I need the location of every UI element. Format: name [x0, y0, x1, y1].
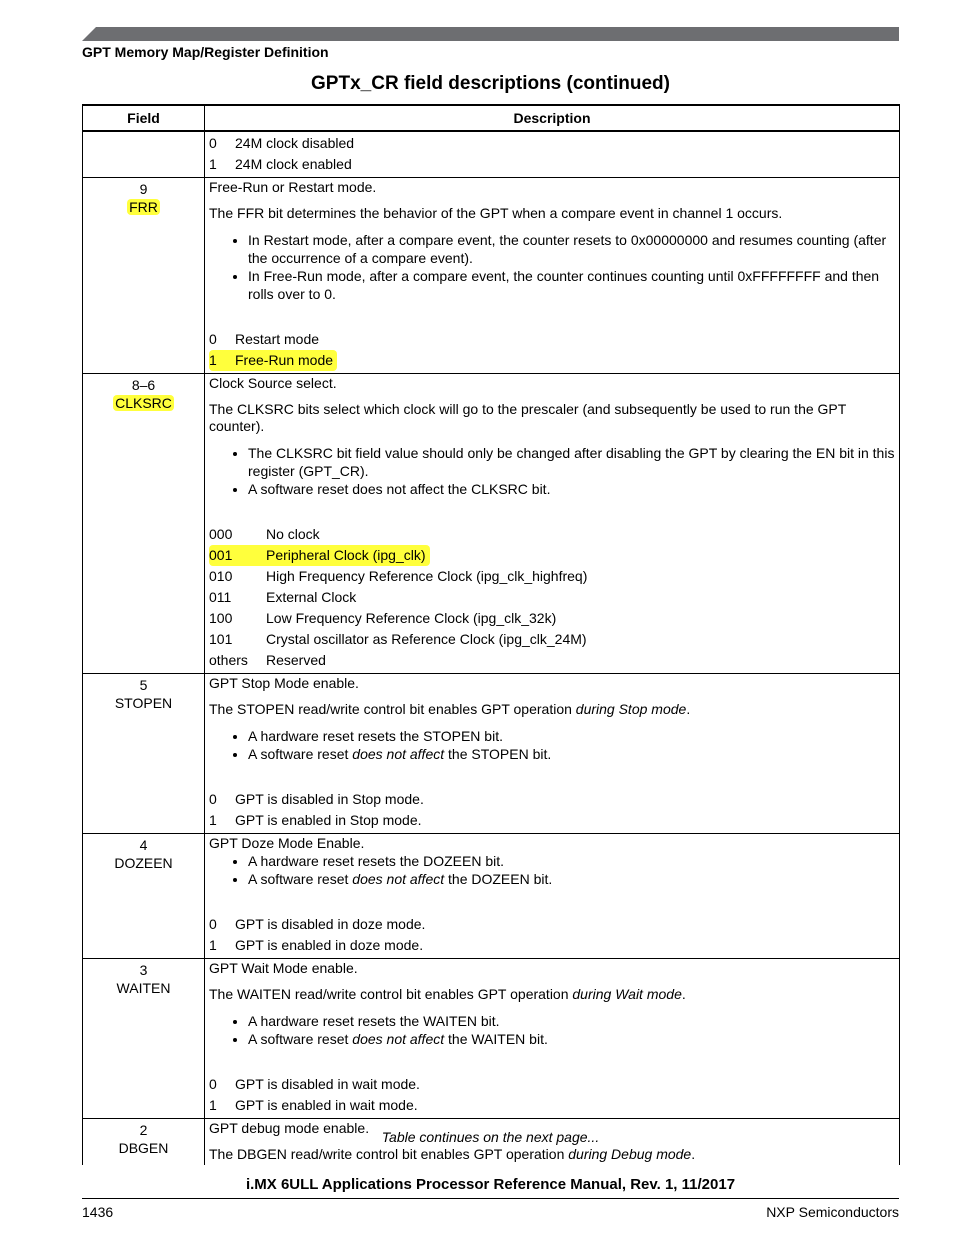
field-descriptions-table: [82, 104, 900, 1165]
value-text: High Frequency Reference Clock (ipg_clk_highfreq): [266, 568, 588, 584]
field-cell: [83, 178, 205, 374]
value-text: Low Frequency Reference Clock (ipg_clk_32k): [266, 610, 557, 626]
field-summary: Clock Source select.: [209, 375, 337, 391]
value-code: 0: [209, 135, 217, 151]
value-text: 24M clock disabled: [235, 135, 355, 151]
value-row: [209, 133, 895, 154]
value-text: GPT is disabled in doze mode.: [235, 916, 426, 932]
page-number: 1436: [82, 1204, 114, 1220]
field-bits: 3: [139, 962, 148, 978]
table-header-row: [83, 105, 900, 131]
value-row: [209, 350, 895, 371]
value-text: No clock: [266, 526, 320, 542]
table-row-frr: [83, 178, 900, 374]
table-continues-note: Table continues on the next page...: [381, 1129, 600, 1145]
header-bar: [82, 27, 899, 41]
field-cell: [83, 374, 205, 674]
value-list: [209, 914, 895, 956]
field-paragraph: The STOPEN read/write control bit enables GPT operation during Stop mode.: [209, 701, 691, 717]
value-code: 0: [209, 1076, 217, 1092]
bullet-item: • A hardware reset resets the WAITEN bit.: [248, 1012, 895, 1030]
field-cell: [83, 674, 205, 834]
column-header-description: Description: [205, 105, 900, 131]
table-row-clksrc: [83, 374, 900, 674]
description-cell: [205, 959, 900, 1119]
field-bits: 8–6: [131, 377, 156, 393]
company-name: NXP Semiconductors: [766, 1204, 899, 1220]
value-text: Crystal oscillator as Reference Clock (ipg_clk_24M): [266, 631, 587, 647]
value-text: GPT is disabled in Stop mode.: [235, 791, 424, 807]
manual-title: i.MX 6ULL Applications Processor Reference Manual, Rev. 1, 11/2017: [245, 1176, 736, 1193]
bullet-item: • A software reset does not affect the DOZEEN bit.: [248, 870, 895, 888]
bullet-item: • In Free-Run mode, after a compare event, the counter continues counting until 0xFFFFFFFF and then rolls over to 0.: [248, 267, 895, 303]
field-bits: 4: [139, 837, 148, 853]
value-text: External Clock: [266, 589, 357, 605]
value-code: 0: [209, 791, 217, 807]
value-list: [209, 329, 895, 371]
bullet-list: [209, 231, 895, 303]
description-cell: [205, 131, 900, 178]
value-code: 0: [209, 331, 217, 347]
field-summary: GPT Wait Mode enable.: [209, 960, 358, 976]
value-list: [209, 1074, 895, 1116]
value-row: [209, 914, 895, 935]
table-row-waiten: [83, 959, 900, 1119]
field-name: WAITEN: [116, 980, 171, 996]
value-text: Reserved: [266, 652, 326, 668]
value-code: 1: [209, 937, 217, 953]
value-row: [209, 810, 895, 831]
field-bits: 5: [139, 677, 148, 693]
value-code: 100: [209, 610, 233, 626]
value-row: [209, 650, 895, 671]
field-summary: Free-Run or Restart mode.: [209, 179, 377, 195]
bullet-item: • A software reset does not affect the WAITEN bit.: [248, 1030, 895, 1048]
field-paragraph: The FFR bit determines the behavior of the GPT when a compare event in channel 1 occurs.: [209, 205, 783, 221]
value-code: 1: [209, 812, 217, 828]
value-row: [209, 329, 895, 350]
value-text-highlighted: Peripheral Clock (ipg_clk): [266, 547, 426, 563]
field-name: DOZEEN: [114, 855, 173, 871]
table-row-stopen: [83, 674, 900, 834]
footer-divider: [82, 1198, 899, 1199]
value-list: [209, 789, 895, 831]
value-text-highlighted: Free-Run mode: [235, 352, 334, 368]
description-cell: [205, 178, 900, 374]
bullet-list: [209, 444, 895, 498]
bullet-list: [209, 727, 895, 763]
table-title: GPTx_CR field descriptions (continued): [311, 73, 670, 94]
value-code: 001: [209, 547, 233, 563]
field-name-highlighted: FRR: [129, 199, 158, 215]
value-text: GPT is enabled in wait mode.: [235, 1097, 418, 1113]
field-name: DBGEN: [118, 1140, 169, 1156]
field-cell: [83, 834, 205, 959]
field-cell: [83, 959, 205, 1119]
bullet-item: • A software reset does not affect the STOPEN bit.: [248, 745, 895, 763]
bullet-list: [209, 1012, 895, 1048]
value-row: [209, 629, 895, 650]
value-row: [209, 608, 895, 629]
value-row: [209, 935, 895, 956]
description-cell: [205, 834, 900, 959]
value-row: [209, 566, 895, 587]
value-code: 101: [209, 631, 233, 647]
field-summary: GPT Stop Mode enable.: [209, 675, 359, 691]
value-row: [209, 524, 895, 545]
value-code: 010: [209, 568, 233, 584]
field-bits: 2: [139, 1122, 148, 1138]
value-row: [209, 1095, 895, 1116]
field-cell: [83, 131, 205, 178]
bullet-item: • The CLKSRC bit field value should only be changed after disabling the GPT by clearing the EN bit in this register (GPT_CR).: [248, 444, 895, 480]
description-cell: [205, 674, 900, 834]
bullet-item: • A hardware reset resets the STOPEN bit.: [248, 727, 895, 745]
description-cell: [205, 374, 900, 674]
value-code: 1: [209, 352, 217, 368]
value-code: 1: [209, 156, 217, 172]
value-text: GPT is enabled in Stop mode.: [235, 812, 422, 828]
table-row-dozeen: [83, 834, 900, 959]
value-code: 1: [209, 1097, 217, 1113]
field-paragraph: The WAITEN read/write control bit enables GPT operation during Wait mode.: [209, 986, 686, 1002]
bullet-item: • A software reset does not affect the CLKSRC bit.: [248, 480, 895, 498]
field-paragraph: The DBGEN read/write control bit enables GPT operation during Debug mode.: [209, 1146, 696, 1162]
field-paragraph: The CLKSRC bits select which clock will go to the prescaler (and subsequently be used to run the GPT counter).: [209, 401, 847, 434]
value-row: [209, 545, 895, 566]
value-code: 011: [209, 589, 232, 605]
field-summary: GPT debug mode enable.: [209, 1120, 370, 1136]
value-text: 24M clock enabled: [235, 156, 352, 172]
value-code: 0: [209, 916, 217, 932]
value-list: [209, 524, 895, 671]
value-text: GPT is disabled in wait mode.: [235, 1076, 420, 1092]
bullet-item: • A hardware reset resets the DOZEEN bit.: [248, 852, 895, 870]
value-row: [209, 587, 895, 608]
value-row: [209, 154, 895, 175]
table-row-continued: [83, 131, 900, 178]
column-header-field: Field: [83, 105, 205, 131]
value-code: 000: [209, 526, 233, 542]
value-row: [209, 1074, 895, 1095]
bullet-item: • In Restart mode, after a compare event, the counter resets to 0x00000000 and resumes counting (after the occurrence of a compare event).: [248, 231, 895, 267]
value-list: [209, 133, 895, 175]
section-title: GPT Memory Map/Register Definition: [82, 44, 329, 60]
field-bits: 9: [139, 181, 148, 197]
value-row: [209, 789, 895, 810]
value-text: Restart mode: [235, 331, 320, 347]
value-code: others: [209, 652, 248, 668]
field-summary: GPT Doze Mode Enable.: [209, 835, 365, 851]
field-name-highlighted: CLKSRC: [115, 395, 172, 411]
field-name: STOPEN: [114, 695, 173, 711]
value-text: GPT is enabled in doze mode.: [235, 937, 424, 953]
bullet-list: [209, 852, 895, 888]
